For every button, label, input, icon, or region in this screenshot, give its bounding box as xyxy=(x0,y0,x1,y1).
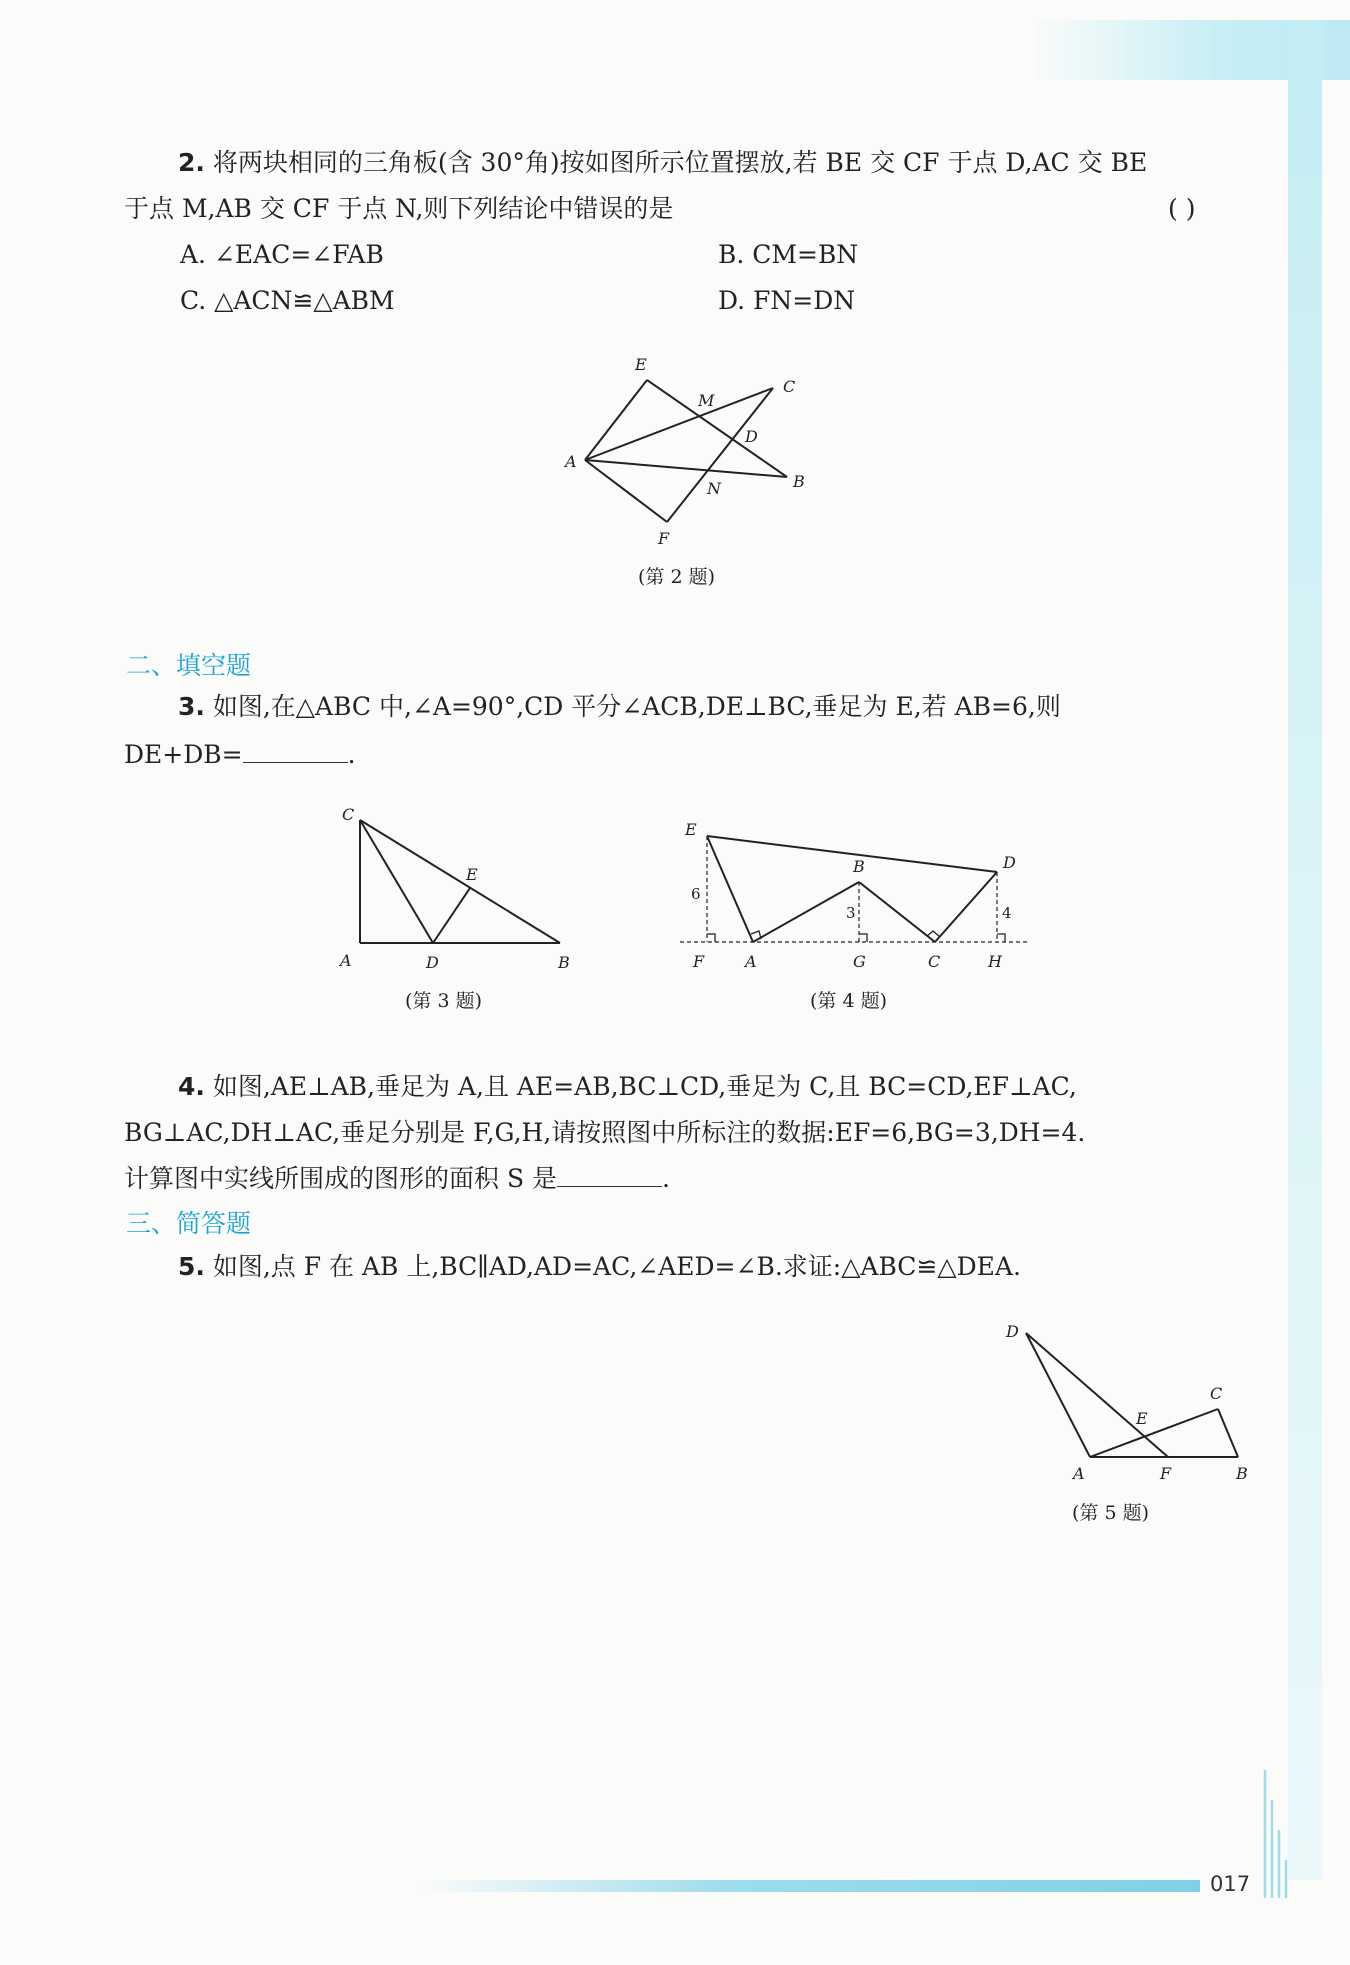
footer-stripes xyxy=(1262,1770,1288,1900)
section-short-answer: 三、简答题 xyxy=(126,1209,252,1238)
q4-label-a: A xyxy=(745,952,757,971)
q5-text: 如图,点 F 在 AB 上,BC∥AD,AD=AC,∠AED=∠B.求证:△ABC≌△DEA. xyxy=(212,1252,1021,1281)
q2-text-1: 将两块相同的三角板(含 30°角)按如图所示位置摆放,若 BE 交 CF 于点 D,AC 交 BE xyxy=(212,148,1148,177)
q4-segment-bc xyxy=(859,882,935,942)
q3-segment-cb xyxy=(360,820,560,943)
q4-value-bg: 3 xyxy=(846,904,856,922)
q4-right-angle-g xyxy=(859,934,867,942)
q5-label-d: D xyxy=(1006,1322,1019,1341)
q2-number: 2. xyxy=(178,148,205,177)
q2-option-a: A. ∠EAC=∠FAB xyxy=(180,240,384,269)
q3-line2 xyxy=(124,738,356,772)
page-number: 017 xyxy=(1210,1872,1251,1896)
q2-answer-bracket: ( ) xyxy=(1168,194,1196,223)
q5-segment-cb xyxy=(1218,1409,1238,1457)
q4-label-f: F xyxy=(693,952,705,971)
q4-value-dh: 4 xyxy=(1002,904,1012,922)
q4-label-c: C xyxy=(928,952,941,971)
q4-right-angle-h xyxy=(997,934,1005,942)
q3-text-1: 如图,在△ABC 中,∠A=90°,CD 平分∠ACB,DE⊥BC,垂足为 E,若 AB=6,则 xyxy=(212,692,1061,721)
q4-label-g: G xyxy=(853,952,866,971)
q2-label-m: M xyxy=(698,391,715,410)
q4-caption: (第 4 题) xyxy=(810,990,887,1012)
q4-label-e: E xyxy=(685,820,697,839)
q3-line1 xyxy=(178,690,1061,724)
q4-number: 4. xyxy=(178,1072,205,1101)
q5-segment-da xyxy=(1026,1333,1090,1457)
q5-segment-ac xyxy=(1090,1409,1218,1457)
q5-label-b: B xyxy=(1236,1464,1248,1483)
q3-label-b: B xyxy=(558,953,570,972)
q4-figure xyxy=(665,810,1045,980)
q2-option-d: D. FN=DN xyxy=(718,286,856,315)
q3-figure xyxy=(330,800,590,980)
q4-right-angle-f xyxy=(707,934,715,942)
q2-label-e: E xyxy=(635,355,647,374)
q5-label-e: E xyxy=(1136,1409,1148,1428)
q2-segment-ab xyxy=(585,460,787,477)
q2-label-a: A xyxy=(565,452,577,471)
q4-value-ef: 6 xyxy=(691,885,701,903)
q3-label-e: E xyxy=(466,865,478,884)
section-fill-blank: 二、填空题 xyxy=(126,651,252,680)
q3-segment-cd xyxy=(360,820,433,943)
q2-option-c: C. △ACN≌△ABM xyxy=(180,286,395,315)
q4-segment-ab xyxy=(753,882,859,942)
q4-label-d: D xyxy=(1003,853,1016,872)
q2-line2: 于点 M,AB 交 CF 于点 N,则下列结论中错误的是 xyxy=(124,194,674,223)
q2-segment-af xyxy=(585,460,667,522)
q2-option-b: B. CM=BN xyxy=(718,240,859,269)
q4-answer-blank[interactable] xyxy=(557,1162,662,1187)
right-decoration xyxy=(1288,20,1322,1880)
q2-label-d: D xyxy=(745,427,758,446)
q2-label-n: N xyxy=(707,479,721,498)
q4-label-b: B xyxy=(853,857,865,876)
q4-text-3-end: . xyxy=(662,1164,670,1193)
q2-label-f: F xyxy=(658,529,670,548)
q3-text-2: DE+DB= xyxy=(124,740,243,769)
q3-label-d: D xyxy=(426,953,439,972)
q4-line3 xyxy=(124,1162,670,1196)
q5-caption: (第 5 题) xyxy=(1072,1502,1149,1524)
q5-label-f: F xyxy=(1160,1464,1172,1483)
q3-answer-blank[interactable] xyxy=(243,738,348,763)
q2-label-c: C xyxy=(783,377,796,396)
q3-text-2-end: . xyxy=(347,740,356,769)
q2-line1 xyxy=(178,146,1147,180)
q5-line1 xyxy=(178,1250,1021,1284)
q4-segment-cd xyxy=(935,872,997,942)
footer-bar xyxy=(420,1880,1200,1892)
q4-segment-ea xyxy=(707,836,753,942)
q3-label-c: C xyxy=(342,805,355,824)
q5-label-c: C xyxy=(1210,1384,1223,1403)
q3-segment-de xyxy=(433,888,470,943)
q3-number: 3. xyxy=(178,692,205,721)
q4-text-1: 如图,AE⊥AB,垂足为 A,且 AE=AB,BC⊥CD,垂足为 C,且 BC=CD,EF⊥AC, xyxy=(212,1072,1077,1101)
q5-label-a: A xyxy=(1073,1464,1085,1483)
q5-number: 5. xyxy=(178,1252,205,1281)
q3-label-a: A xyxy=(340,951,352,970)
q5-segment-df xyxy=(1026,1333,1168,1457)
q4-line1 xyxy=(178,1070,1077,1104)
q4-text-3: 计算图中实线所围成的图形的面积 S 是 xyxy=(124,1164,558,1193)
q4-segment-ed xyxy=(707,836,997,872)
q5-figure xyxy=(1000,1315,1270,1490)
q4-label-h: H xyxy=(988,952,1002,971)
q3-caption: (第 3 题) xyxy=(405,990,482,1012)
q2-label-b: B xyxy=(793,472,805,491)
q2-caption: (第 2 题) xyxy=(638,566,715,588)
q4-line2: BG⊥AC,DH⊥AC,垂足分别是 F,G,H,请按照图中所标注的数据:EF=6,BG=3,DH=4. xyxy=(124,1118,1086,1147)
q2-figure xyxy=(540,350,830,555)
